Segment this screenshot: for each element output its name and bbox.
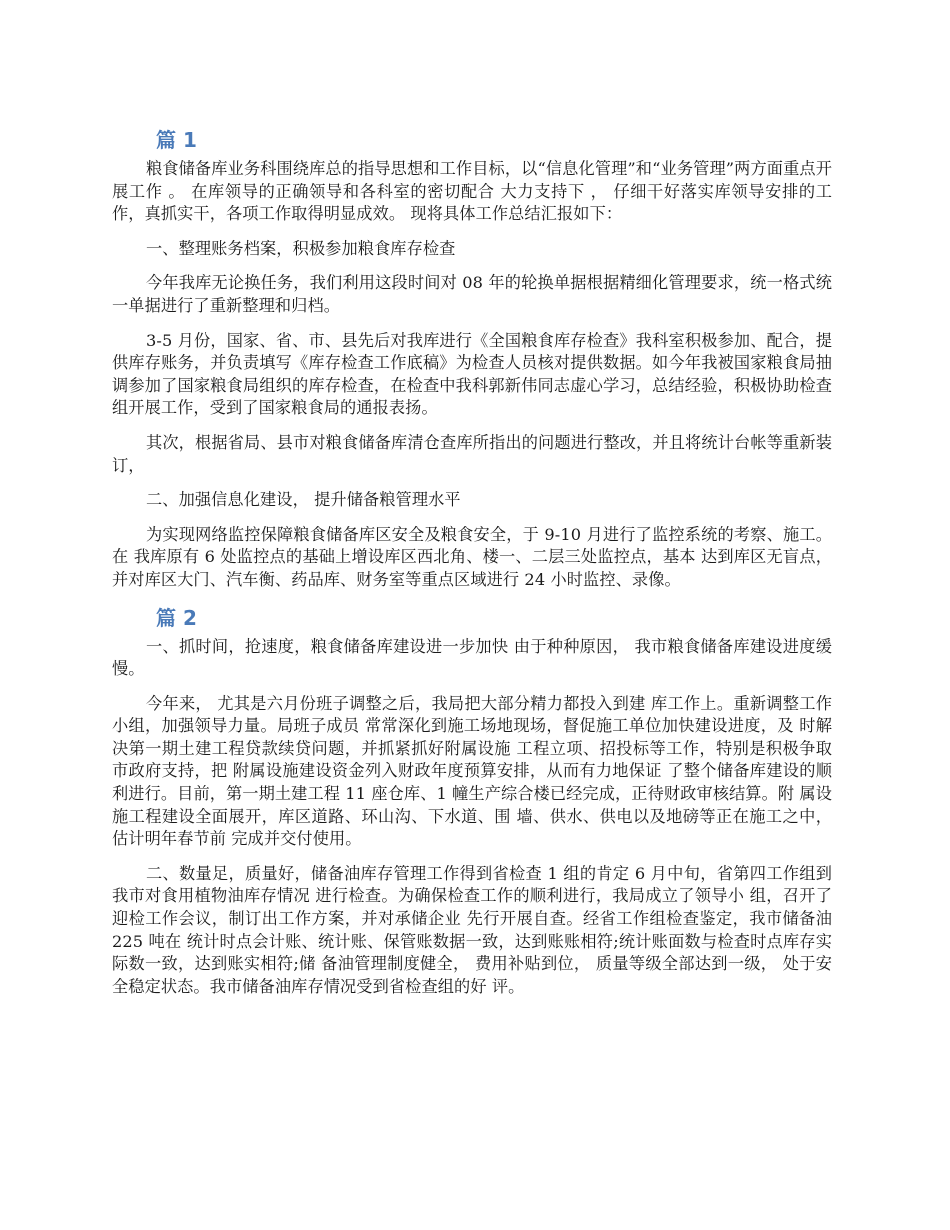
section-heading-2: 篇 2: [156, 605, 197, 630]
paragraph: 二、加强信息化建设， 提升储备粮管理水平: [146, 490, 461, 510]
paragraph: 粮食储备库业务科围绕库总的指导思想和工作目标，以“信息化管理”和“业务管理”两方面重点开展工作 。 在库领导的正确领导和各科室的密切配合 大力支持下 ， 仔细干好落实库领导安排的工作，真抓实干，各项工作取得明显成效。 现将具体工作总结汇报如下：: [112, 159, 832, 224]
paragraph: 一、整理账务档案，积极参加粮食库存检查: [146, 238, 456, 258]
paragraph: 为实现网络监控保障粮食储备库区安全及粮食安全，于 9-10 月进行了监控系统的考察、施工。在 我库原有 6 处监控点的基础上增设库区西北角、楼一、二层三处监控点，基本 达到库区无盲点，并对库区大门、汽车衡、药品库、财务室等重点区域进行 24 小时监控、录像。: [112, 524, 832, 589]
paragraph: 其次，根据省局、县市对粮食储备库清仓查库所指出的问题进行整改，并且将统计台帐等重新装订，: [112, 432, 832, 475]
paragraph: 今年来， 尤其是六月份班子调整之后，我局把大部分精力都投入到建 库工作上。重新调整工作小组，加强领导力量。局班子成员 常常深化到施工场地现场，督促施工单位加快建设进度，及 时解决第一期土建工程贷款续贷问题，并抓紧抓好附属设施 工程立项、招投标等工作，特别是积极争取市政府支持，把 附属设施建设资金列入财政年度预算安排，从而有力地保证 了整个储备库建设的顺利进行。目前，第一期土建工程 11 座仓库、1 幢生产综合楼已经完成，正待财政审核结算。附 属设施工程建设全面展开，库区道路、环山沟、下水道、围 墙、供水、供电以及地磅等正在施工之中，估计明年春节前 完成并交付使用。: [112, 693, 832, 849]
paragraph: 一、抓时间，抢速度，粮食储备库建设进一步加快 由于种种原因， 我市粮食储备库建设进度缓慢。: [112, 636, 832, 679]
paragraph: 3-5 月份，国家、省、市、县先后对我库进行《全国粮食库存检查》我科室积极参加、配合，提供库存账务，并负责填写《库存检查工作底稿》为检查人员核对提供数据。如今年我被国家粮食局抽调参加了国家粮食局组织的库存检查，在检查中我科郭新伟同志虚心学习，总结经验，积极协助检查组开展工作，受到了国家粮食局的通报表扬。: [112, 330, 832, 418]
paragraph: 今年我库无论换任务，我们利用这段时间对 08 年的轮换单据根据精细化管理要求，统一格式统一单据进行了重新整理和归档。: [112, 273, 832, 315]
section-heading-1: 篇 1: [156, 128, 197, 152]
paragraph: 二、数量足，质量好，储备油库存管理工作得到省检查 1 组的肯定 6 月中旬，省第四工作组到我市对食用植物油库存情况 进行检查。为确保检查工作的顺利进行，我局成立了领导小 组，召开了迎检工作会议，制订出工作方案，并对承储企业 先行开展自查。经省工作组检查鉴定，我市储备油 225 吨在 统计时点会计账、统计账、保管账数据一致，达到账账相符;统计账面数与检查时点库存实际数一致，达到账实相符;储 备油管理制度健全， 费用补贴到位， 质量等级全部达到一级， 处于安全稳定状态。我市储备油库存情况受到省检查组的好 评。: [112, 863, 832, 996]
document-page: [112, 126, 832, 1010]
